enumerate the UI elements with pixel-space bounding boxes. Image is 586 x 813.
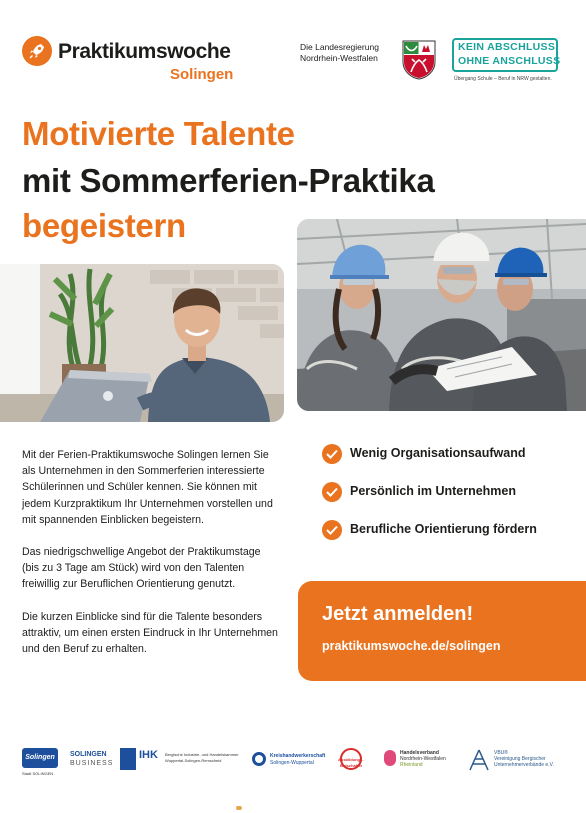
benefit-item — [322, 482, 582, 520]
sb-line-2: BUSINESS — [70, 760, 114, 767]
brand-city: Solingen — [170, 66, 234, 83]
photo-student-laptop — [0, 264, 284, 422]
ab-line-2: Botschafter — [340, 763, 363, 768]
gov-line-2: Nordrhein-Westfalen — [300, 53, 378, 63]
hv-emblem-icon — [384, 750, 396, 766]
hv-line-3: Rheinland — [400, 762, 423, 768]
kh-line-1: Kreishandwerkerschaft — [270, 753, 326, 759]
benefit-list — [322, 444, 582, 558]
partner-logos — [0, 742, 586, 782]
logo-stadt-solingen — [22, 748, 58, 777]
vbu-emblem-icon — [468, 748, 490, 772]
paragraph-2: Das niedrigschwellige Angebot der Praktikumstage (bis zu 3 Tage am Stück) wird von den Talenten freiwillig zur Beruflichen Orientierung genutzt. — [22, 546, 261, 591]
hv-line-2: Nordrhein-Westfalen — [400, 756, 446, 762]
vbu-line-3: Unternehmerverbände e.V. — [494, 762, 554, 768]
intro-text — [22, 447, 280, 673]
paragraph-3: Die kurzen Einblicke sind für die Talente besonders attraktiv, um einen ersten Eindruck in Ihr Unternehmen und den Beruf zu erhalten. — [22, 610, 278, 656]
kh-emblem-icon — [252, 752, 266, 766]
logo-solingen-business — [70, 750, 113, 768]
nrw-crest-icon — [402, 40, 436, 80]
ihk-label: IHK — [139, 749, 158, 761]
photo-workers-helmets — [297, 219, 586, 411]
check-icon — [322, 482, 342, 502]
check-icon — [322, 520, 342, 540]
government-label — [300, 42, 379, 64]
hv-text — [400, 750, 446, 768]
ab-line-1: Ausbildungs- — [338, 757, 364, 762]
benefit-item — [322, 444, 582, 482]
ihk-text — [165, 752, 239, 764]
benefit-label: Wenig Organisationsaufwand — [350, 446, 526, 460]
benefit-item — [322, 520, 582, 558]
ihk-text-2: Wuppertal-Solingen-Remscheid — [165, 758, 222, 763]
sb-line-1: SOLINGEN — [70, 751, 107, 758]
benefit-label: Persönlich im Unternehmen — [350, 484, 517, 498]
vbu-line-1: VBU® — [494, 750, 508, 756]
ihk-crest-icon — [120, 748, 136, 770]
bottom-mark — [236, 806, 242, 810]
logo-ausbildungsbotschafter — [340, 748, 362, 770]
vbu-text — [494, 750, 554, 768]
paragraph-1: Mit der Ferien-Praktikumswoche Solingen lernen Sie als Unternehmen in den Sommerferien interessierte Schülerinnen und Schüler kennen. Sie können mit jedem Kurzpraktikum Ihr Unternehmen vorstellen und mit spannenden Einblicken begeistern. — [22, 449, 273, 526]
kaoa-line-2: OHNE ANSCHLUSS — [458, 55, 561, 67]
headline-line-1: Motivierte Talente — [22, 115, 295, 152]
brand-name: Praktikumswoche — [58, 40, 231, 63]
cta-title[interactable]: Jetzt anmelden! — [322, 603, 474, 625]
kaoa-line-1: KEIN ABSCHLUSS — [458, 41, 556, 53]
ihk-text-1: Bergische Industrie- und Handelskammer — [165, 752, 239, 757]
check-icon — [322, 444, 342, 464]
solingen-sub: Stadt SOLINGEN — [22, 771, 54, 776]
vbu-line-2: Vereinigung Bergischer — [494, 756, 546, 762]
hv-line-1: Handelsverband — [400, 750, 439, 756]
kaoa-logo — [452, 38, 562, 82]
headline-line-2: mit Sommerferien-Praktika — [22, 162, 435, 199]
solingen-badge: Solingen — [22, 748, 58, 768]
headline-line-3: begeistern — [22, 207, 186, 244]
benefit-label: Berufliche Orientierung fördern — [350, 522, 537, 536]
rocket-icon — [22, 36, 52, 66]
praktikumswoche-logo — [22, 36, 252, 86]
kaoa-subtitle: Übergang Schule – Beruf in NRW gestalten. — [454, 76, 552, 82]
register-cta[interactable] — [298, 581, 586, 681]
kh-line-2: Solingen-Wuppertal — [270, 760, 314, 766]
gov-line-1: Die Landesregierung — [300, 42, 379, 52]
cta-link[interactable]: praktikumswoche.de/solingen — [322, 639, 501, 653]
